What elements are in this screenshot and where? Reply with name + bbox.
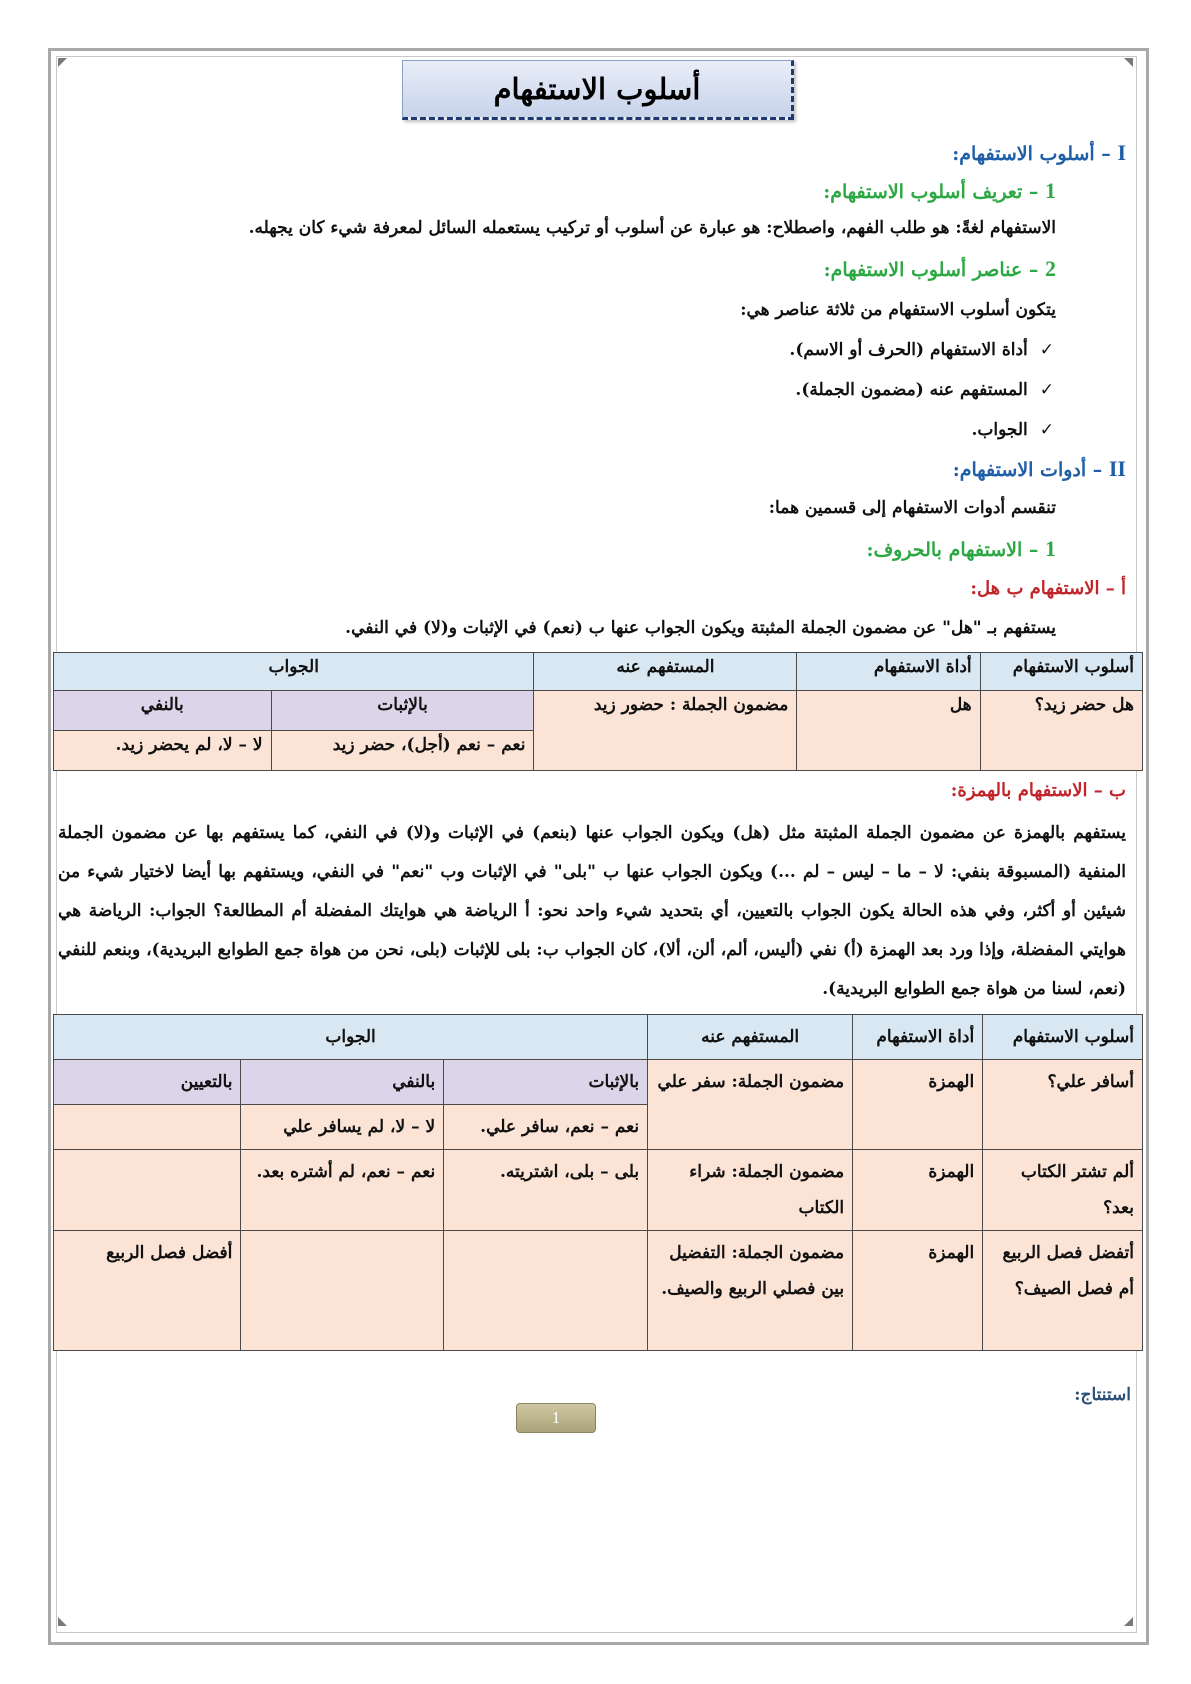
table-cell: مضمون الجملة: التفضيل بين فصلي الربيع والصيف. (648, 1231, 853, 1351)
table-hamza (53, 1014, 1143, 1351)
section-2-heading: II – أدوات الاستفهام: (952, 456, 1126, 481)
corner-ornament (58, 58, 67, 67)
subsection-b-heading: ب – الاستفهام بالهمزة: (950, 780, 1126, 801)
header-cell: أداة الاستفهام (797, 653, 980, 691)
header-cell: الجواب (54, 653, 534, 691)
table-cell: أتفضل فصل الربيع أم فصل الصيف؟ (983, 1231, 1143, 1351)
table-row (54, 1231, 1143, 1351)
subsection-b-text: يستفهم بالهمزة عن مضمون الجملة المثبتة مثل (هل) ويكون الجواب عنها (بنعم) في الإثبات و(لا) في النفي، كما يستفهم بها عن مضمون الجملة المنفية (المسبوقة بنفي: لا – ما – ليس – لم ...) ويكون الجواب عنها ب "بلى" في الإثبات وب "نعم" في النفي، ويستفهم بها أيضا لاختيار شيء من شيئين أو أكثر، وفي هذه الحالة يكون الجواب بالتعيين، أي بتحديد شيء واحد نحو: أ الرياضة هي هوايتك المفضلة أم المطالعة؟ الجواب: الرياضة هي هوايتي المفضلة، وإذا ورد بعد الهمزة (أ) نفي (أليس، ألم، ألن، ألا)، كان الجواب ب: بلى للإثبات (بلى، نحن من هواة جمع الطوابع البريدية)، وبنعم للنفي (نعم، لسنا من هواة جمع الطوابع البريدية). (58, 823, 1126, 999)
table-row (54, 1150, 1143, 1231)
table-cell: مضمون الجملة : حضور زيد (534, 691, 797, 771)
subsection-a-text: يستفهم بـ "هل" عن مضمون الجملة المثبتة ويكون الجواب عنها ب (نعم) في الإثبات و(لا) في النفي. (345, 618, 1056, 638)
table-cell: هل (797, 691, 980, 771)
table-cell: مضمون الجملة: شراء الكتاب (648, 1150, 853, 1231)
section-1-1-heading: 1 – تعريف أسلوب الاستفهام: (823, 178, 1056, 203)
table-cell: بلى – بلى، اشتريته. (444, 1150, 648, 1231)
subsection-a-heading: أ – الاستفهام ب هل: (970, 578, 1126, 599)
table-cell: الهمزة (853, 1150, 983, 1231)
subheader-cell: بالتعيين (54, 1060, 241, 1105)
table-hal (53, 652, 1143, 771)
table-cell: نعم – نعم (أجل)، حضر زيد (271, 731, 534, 771)
subheader-cell: بالإثبات (444, 1060, 648, 1105)
page-number: 1 (516, 1403, 596, 1433)
header-cell: أداة الاستفهام (853, 1015, 983, 1060)
table-header-row (54, 1015, 1143, 1060)
corner-ornament (1124, 58, 1133, 67)
table-cell: أسافر علي؟ (983, 1060, 1143, 1150)
checkmark-icon: ✓ (1039, 380, 1054, 400)
table-cell (54, 1150, 241, 1231)
table-cell (241, 1231, 444, 1351)
page-title-box (402, 60, 794, 120)
corner-ornament (1124, 1617, 1133, 1626)
list-item: ✓المستفهم عنه (مضمون الجملة). (795, 380, 1054, 400)
table-row (54, 1060, 1143, 1105)
table-cell: لا – لا، لم يحضر زيد. (54, 731, 272, 771)
table-row (54, 691, 1143, 731)
table-cell: لا – لا، لم يسافر علي (241, 1105, 444, 1150)
subheader-cell: بالإثبات (271, 691, 534, 731)
definition-text: الاستفهام لغةً: هو طلب الفهم، واصطلاح: هو عبارة عن أسلوب أو تركيب يستعمله السائل لمعرفة شيء كان يجهله. (248, 218, 1056, 238)
page-title: أسلوب الاستفهام (493, 72, 701, 106)
table-cell: أفضل فصل الربيع (54, 1231, 241, 1351)
subheader-cell: بالنفي (54, 691, 272, 731)
list-item: ✓أداة الاستفهام (الحرف أو الاسم). (789, 340, 1054, 360)
conclusion-heading: استنتاج: (1074, 1385, 1131, 1405)
table-cell: الهمزة (853, 1231, 983, 1351)
checkmark-icon: ✓ (1039, 340, 1054, 360)
section-2-1-heading: 1 – الاستفهام بالحروف: (866, 536, 1056, 561)
table-header-row (54, 653, 1143, 691)
checkmark-icon: ✓ (1039, 420, 1054, 440)
table-cell: نعم – نعم، لم أشتره بعد. (241, 1150, 444, 1231)
header-cell: المستفهم عنه (648, 1015, 853, 1060)
table-cell (54, 1105, 241, 1150)
list-item: ✓الجواب. (971, 420, 1054, 440)
subheader-cell: بالنفي (241, 1060, 444, 1105)
table-cell: مضمون الجملة: سفر علي (648, 1060, 853, 1150)
header-cell: الجواب (54, 1015, 648, 1060)
elements-intro: يتكون أسلوب الاستفهام من ثلاثة عناصر هي: (740, 300, 1056, 320)
header-cell: أسلوب الاستفهام (983, 1015, 1143, 1060)
section-1-heading: I – أسلوب الاستفهام: (952, 140, 1126, 165)
header-cell: المستفهم عنه (534, 653, 797, 691)
section-1-2-heading: 2 – عناصر أسلوب الاستفهام: (823, 256, 1056, 281)
table-cell: نعم – نعم، سافر علي. (444, 1105, 648, 1150)
corner-ornament (58, 1617, 67, 1626)
table-cell: هل حضر زيد؟ (980, 691, 1142, 771)
header-cell: أسلوب الاستفهام (980, 653, 1142, 691)
table-cell (444, 1231, 648, 1351)
table-cell: الهمزة (853, 1060, 983, 1150)
tools-intro: تنقسم أدوات الاستفهام إلى قسمين هما: (768, 498, 1056, 518)
table-cell: ألم تشتر الكتاب بعد؟ (983, 1150, 1143, 1231)
